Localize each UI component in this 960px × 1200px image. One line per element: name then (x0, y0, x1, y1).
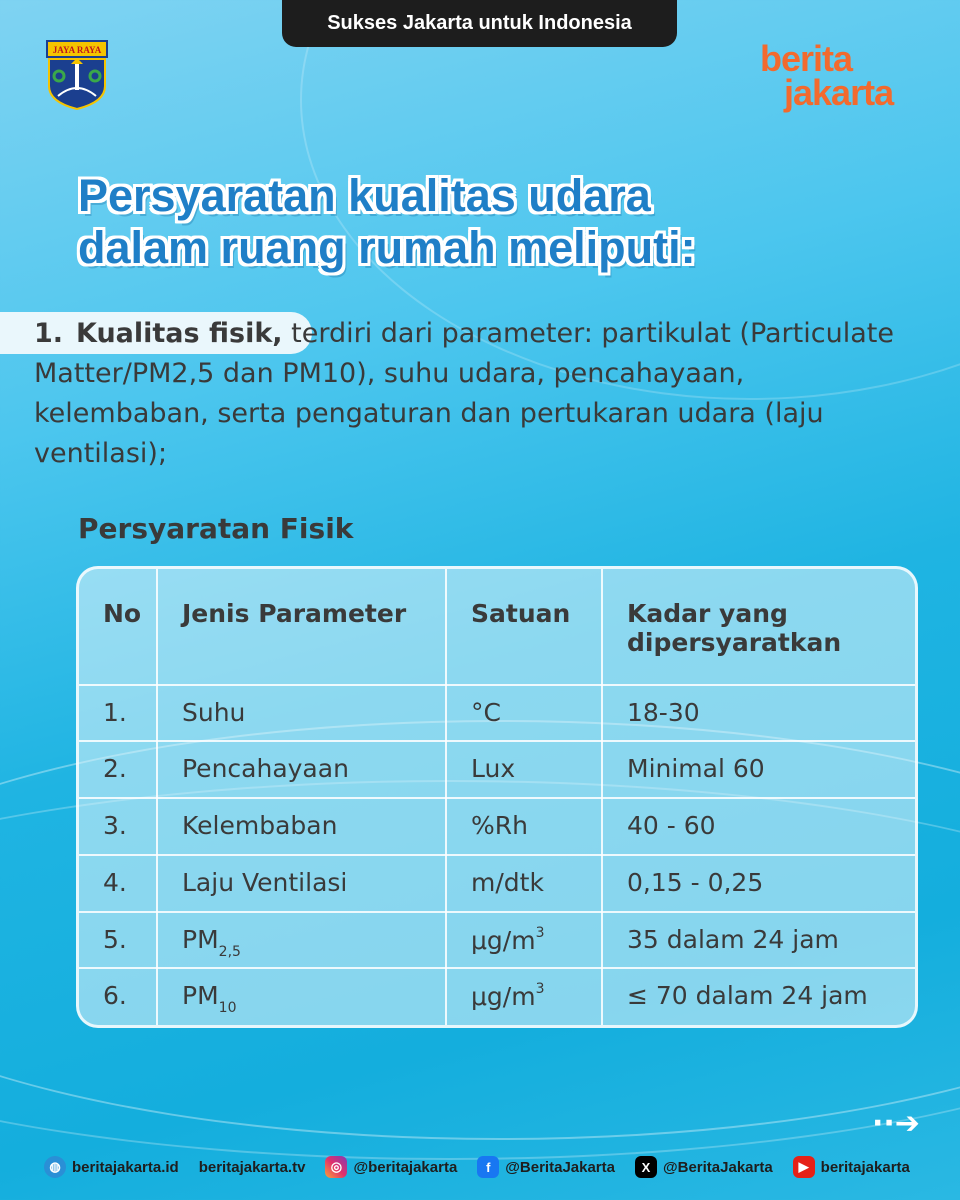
cell-no: 4. (79, 855, 157, 912)
table-row (79, 968, 915, 1025)
cell-value: Minimal 60 (602, 741, 915, 798)
cell-parameter (157, 968, 446, 1025)
table-header-row (79, 569, 915, 685)
headline (78, 170, 696, 274)
facebook-icon: f (477, 1156, 499, 1178)
globe-icon: ◍ (44, 1156, 66, 1178)
x-icon: X (635, 1156, 657, 1178)
footer-tv-link[interactable] (199, 1159, 306, 1176)
item-number: 1. (34, 318, 64, 349)
cell-unit: °C (446, 685, 602, 742)
cell-value: 0,15 - 0,25 (602, 855, 915, 912)
table-row (79, 798, 915, 855)
table-row (79, 685, 915, 742)
jakarta-crest-logo (46, 40, 108, 110)
cell-unit: m/dtk (446, 855, 602, 912)
footer-instagram-text: @beritajakarta (353, 1158, 458, 1176)
footer-social-links (44, 1152, 924, 1182)
cell-parameter: Kelembaban (157, 798, 446, 855)
brand-line-2: jakarta (784, 72, 894, 113)
param-base: PM (182, 981, 219, 1011)
footer-website-link[interactable] (44, 1156, 179, 1178)
crest-text: JAYA RAYA (52, 45, 102, 55)
param-base: PM (182, 924, 219, 954)
requirements-table-card (76, 566, 918, 1028)
cell-no: 6. (79, 968, 157, 1025)
cell-unit: Lux (446, 741, 602, 798)
footer-facebook-link[interactable] (477, 1156, 615, 1178)
top-tagline: Sukses Jakarta untuk Indonesia (282, 0, 677, 47)
param-subscript: 10 (218, 1000, 237, 1017)
footer-youtube-text: beritajakarta (820, 1158, 910, 1176)
header-parameter: Jenis Parameter (157, 569, 446, 685)
item-description: terdiri dari parameter: partikulat (Particulate Matter/PM2,5 dan PM10), suhu udara, pencahayaan, kelembaban, serta pengaturan dan pertukaran udara (laju ventilasi); (34, 318, 894, 469)
cell-unit: %Rh (446, 798, 602, 855)
cell-value: 18-30 (602, 685, 915, 742)
header-no: No (79, 569, 157, 685)
item-paragraph (34, 314, 914, 474)
footer-x-text: @BeritaJakarta (662, 1158, 773, 1176)
headline-line-2: dalam ruang rumah meliputi: (78, 222, 696, 273)
next-arrow-icon[interactable]: ··➔ (872, 1106, 920, 1141)
cell-parameter: Suhu (157, 685, 446, 742)
brand-line-1: berita (760, 38, 853, 79)
cell-no: 2. (79, 741, 157, 798)
unit-superscript: 3 (535, 924, 545, 941)
footer-x-link[interactable] (635, 1156, 773, 1178)
youtube-icon: ▶ (793, 1156, 815, 1178)
header-required-level: Kadar yang dipersyaratkan (602, 569, 915, 685)
section-title: Persyaratan Fisik (78, 512, 354, 545)
table-row (79, 741, 915, 798)
cell-no: 5. (79, 912, 157, 969)
table-row (79, 855, 915, 912)
cell-parameter: Laju Ventilasi (157, 855, 446, 912)
footer-tv-text: beritajakarta.tv (198, 1158, 306, 1176)
cell-no: 1. (79, 685, 157, 742)
headline-line-1: Persyaratan kualitas udara (78, 170, 651, 221)
unit-base: μg/m (471, 925, 536, 955)
header-unit: Satuan (446, 569, 602, 685)
footer-instagram-link[interactable] (325, 1156, 457, 1178)
cell-value: 35 dalam 24 jam (602, 912, 915, 969)
unit-superscript: 3 (535, 981, 545, 998)
cell-unit (446, 968, 602, 1025)
item-bold-label: Kualitas fisik, (76, 318, 283, 349)
cell-parameter: Pencahayaan (157, 741, 446, 798)
footer-website-text: beritajakarta.id (72, 1158, 179, 1176)
unit-base: μg/m (471, 982, 536, 1012)
table-row (79, 912, 915, 969)
cell-unit (446, 912, 602, 969)
cell-parameter (157, 912, 446, 969)
berita-jakarta-logo (760, 38, 894, 113)
cell-no: 3. (79, 798, 157, 855)
footer-youtube-link[interactable] (793, 1156, 910, 1178)
footer-facebook-text: @BeritaJakarta (505, 1158, 615, 1176)
requirements-table (79, 569, 915, 1025)
instagram-icon: ◎ (325, 1156, 347, 1178)
param-subscript: 2,5 (218, 943, 241, 960)
cell-value: ≤ 70 dalam 24 jam (627, 981, 868, 1011)
cell-value: 40 - 60 (602, 798, 915, 855)
